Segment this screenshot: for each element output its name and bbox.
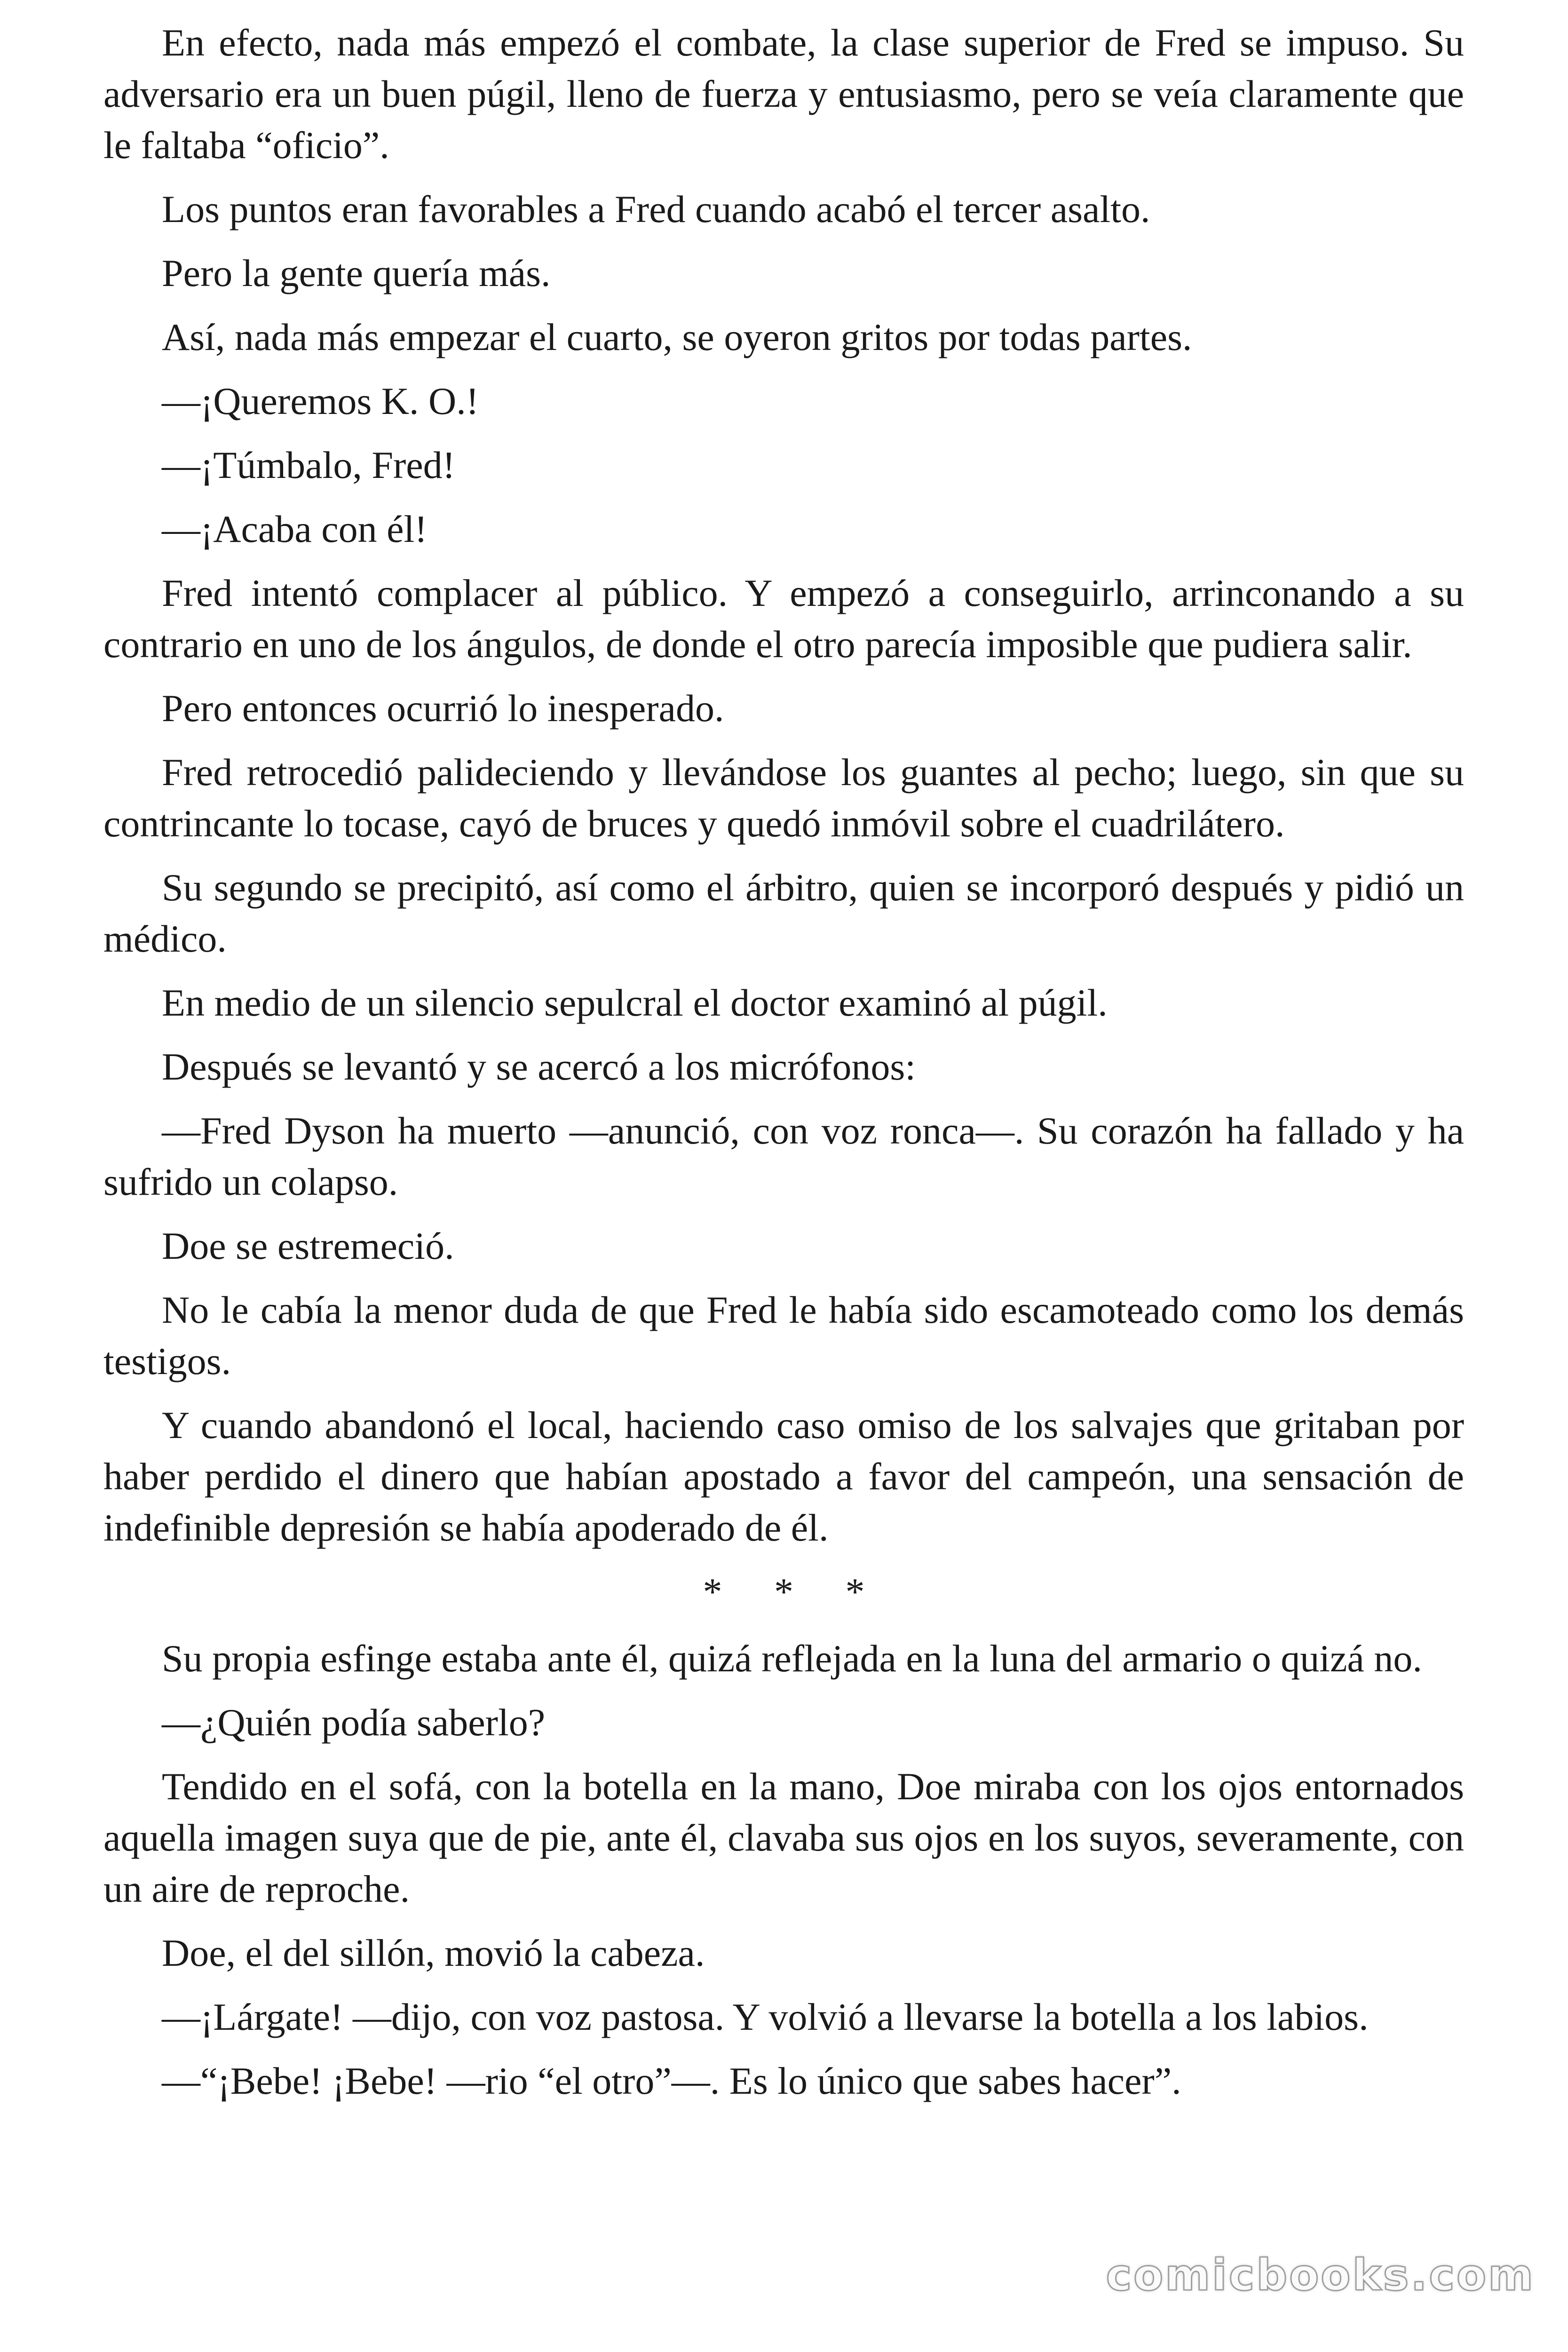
paragraph: Después se levantó y se acercó a los micrófonos: xyxy=(162,1045,916,1088)
dialogue-line: —¡Queremos K. O.! xyxy=(162,380,479,422)
paragraph: Fred intentó complacer al público. Y empezó a conseguirlo, arrinconando a su contrario en uno de los ángulos, de donde el otro parecía imposible que pudiera salir. xyxy=(103,572,1464,666)
dialogue-line: —¡Acaba con él! xyxy=(162,508,428,550)
paragraph: Doe se estremeció. xyxy=(162,1224,454,1267)
dialogue-line: —¡Lárgate! —dijo, con voz pastosa. Y volvió a llevarse la botella a los labios. xyxy=(162,1995,1369,2038)
paragraph: Doe, el del sillón, movió la cabeza. xyxy=(162,1931,705,1974)
dialogue-line: —Fred Dyson ha muerto —anunció, con voz ronca—. Su corazón ha fallado y ha sufrido un colapso. xyxy=(103,1109,1464,1203)
paragraph: Su propia esfinge estaba ante él, quizá reflejada en la luna del armario o quizá no. xyxy=(162,1637,1422,1680)
dialogue-line: —“¡Bebe! ¡Bebe! —rio “el otro”—. Es lo único que sabes hacer”. xyxy=(162,2059,1181,2102)
paragraph: En medio de un silencio sepulcral el doctor examinó al púgil. xyxy=(162,981,1108,1024)
paragraph: Los puntos eran favorables a Fred cuando acabó el tercer asalto. xyxy=(162,188,1150,230)
section-separator: * * * xyxy=(703,1570,865,1613)
paragraph: Así, nada más empezar el cuarto, se oyeron gritos por todas partes. xyxy=(162,316,1192,358)
paragraph: Tendido en el sofá, con la botella en la mano, Doe miraba con los ojos entornados aquella imagen suya que de pie, ante él, clavaba sus ojos en los suyos, severamente, con un aire de reproche. xyxy=(103,1765,1464,1910)
paragraph: En efecto, nada más empezó el combate, la clase superior de Fred se impuso. Su adversario era un buen púgil, lleno de fuerza y entusiasmo, pero se veía claramente que le faltaba “oficio”. xyxy=(103,21,1464,167)
paragraph: Pero entonces ocurrió lo inesperado. xyxy=(162,687,724,730)
paragraph: Fred retrocedió palideciendo y llevándose los guantes al pecho; luego, sin que su contrincante lo tocase, cayó de bruces y quedó inmóvil sobre el cuadrilátero. xyxy=(103,751,1464,845)
paragraph: Y cuando abandonó el local, haciendo caso omiso de los salvajes que gritaban por haber perdido el dinero que habían apostado a favor del campeón, una sensación de indefinible depresión se había apoderado de él. xyxy=(103,1404,1464,1549)
dialogue-line: —¿Quién podía saberlo? xyxy=(162,1701,546,1744)
watermark: comicbooks.com xyxy=(1106,2250,1535,2300)
paragraph: Su segundo se precipitó, así como el árbitro, quien se incorporó después y pidió un médico. xyxy=(103,866,1464,960)
page-body xyxy=(103,17,1464,2119)
paragraph: Pero la gente quería más. xyxy=(162,252,551,294)
dialogue-line: —¡Túmbalo, Fred! xyxy=(162,444,455,486)
paragraph: No le cabía la menor duda de que Fred le había sido escamoteado como los demás testigos. xyxy=(103,1288,1464,1383)
